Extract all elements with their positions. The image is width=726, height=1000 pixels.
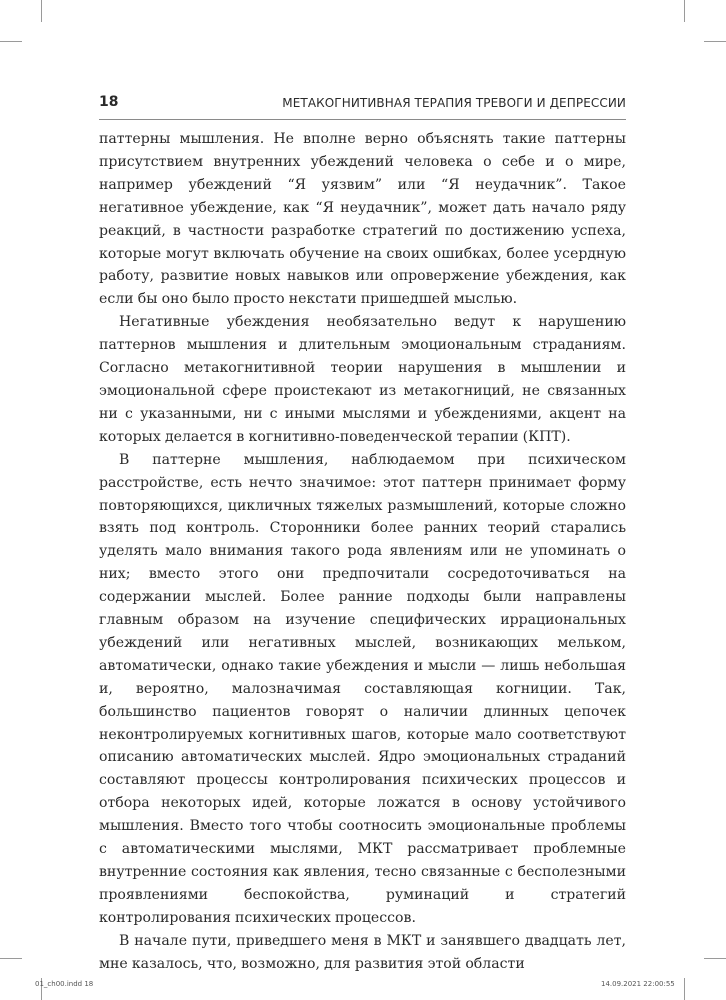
paragraph-2: Негативные убеждения необязательно ведут к нарушению паттернов мышления и длительным эмоциональным страданиям. Согласно метакогнитивной теории нарушения в мышлении и эмоциональной сфере проистекают из метакогниций, не связанных ни с указанными, ни с иными мыслями и убеждениями, акцент на которых делается в когнитивно-поведенческой терапии (КПТ). [99,314,626,445]
crop-mark-right-top [704,41,726,42]
paragraph-3: В паттерне мышления, наблюдаемом при психическом расстройстве, есть нечто значимое: этот паттерн принимает форму повторяющихся, цикличных тяжелых размышлений, которые сложно взять под контроль. Сторонники более ранних теорий старались уделять мало внимания такого рода явлениям или не упоминать о них; вместо этого они предпочитали сосредоточиваться на содержании мыслей. Более ранние подходы были направлены главным образом на изучение специфических иррациональных убеждений или негативных мыслей, возникающих мельком, автоматически, однако такие убеждения и мысли — лишь небольшая и, вероятно, малозначимая составляющая когниции. Так, большинство пациентов говорят о наличии длинных цепочек неконтролируемых когнитивных шагов, которые мало соответствуют описанию автоматических мыслей. Ядро эмоциональных страданий составляют процессы контролирования психических процессов и отбора некоторых идей, которые ложатся в основу устойчивого мышления. Вместо того чтобы соотносить эмоциональные проблемы с автоматическими мыслями, МКТ рассматривает проблемные внутренние состояния как явления, тесно связанные с бесполезными проявлениями беспокойства, руминаций и стратегий контролирования психических процессов. [99,451,626,926]
crop-mark-top-left [41,0,42,22]
page-number: 18 [99,94,119,110]
paragraph-4: В начале пути, приведшего меня в МКТ и занявшего двадцать лет, мне казалось, что, возможно, для развития этой области [99,932,626,972]
running-header-title: МЕТАКОГНИТИВНАЯ ТЕРАПИЯ ТРЕВОГИ И ДЕПРЕССИИ [282,96,626,110]
crop-mark-left-bottom [0,958,22,959]
crop-mark-bottom-right [684,978,685,1000]
crop-mark-top-right [684,0,685,22]
header-divider [99,119,626,120]
crop-mark-left-top [0,41,22,42]
print-timestamp: 14.09.2021 22:00:55 [601,980,675,988]
paragraph-1: паттерны мышления. Не вполне верно объяснять такие паттерны присутствием внутренних убеждений человека о себе и о мире, например убеждений “Я уязвим” или “Я неудачник”. Такое негативное убеждение, как “Я неудачник”, может дать начало ряду реакций, в частности разработке стратегий по достижению успеха, которые могут включать обучение на своих ошибках, более усердную работу, развитие новых навыков или опровержение убеждения, как если бы оно было просто некстати пришедшей мыслью. [99,131,626,308]
crop-mark-right-bottom [704,958,726,959]
body-text [99,128,626,976]
file-slug: 01_ch00.indd 18 [35,980,94,988]
